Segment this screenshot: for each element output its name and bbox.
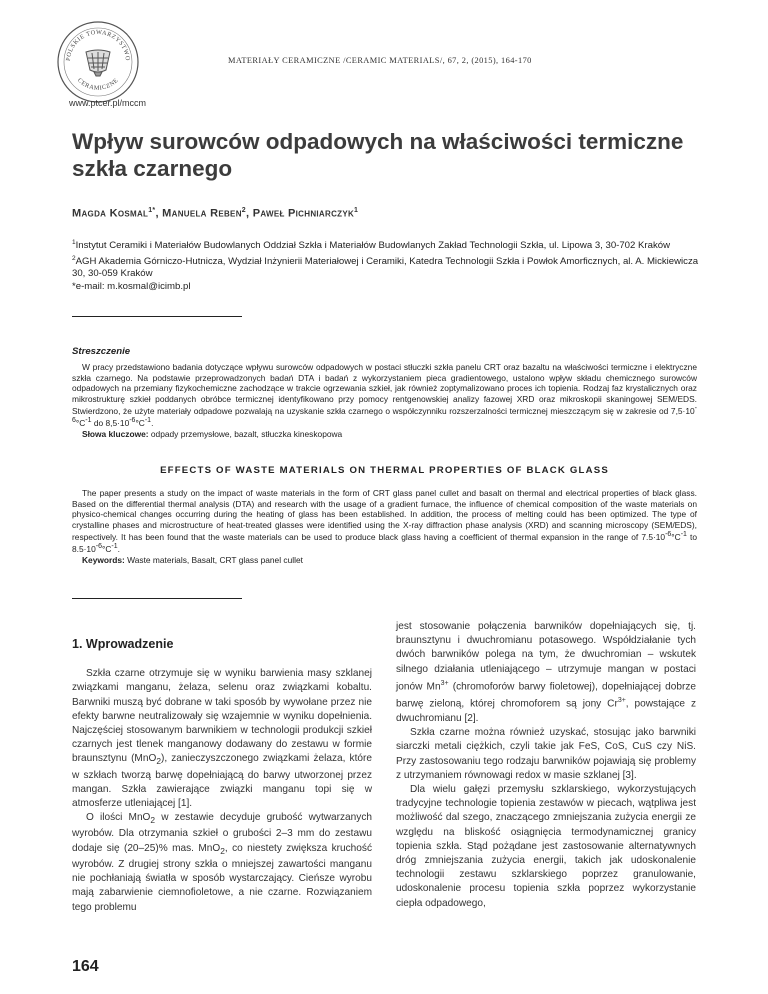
paragraph: Szkła czarne otrzymuje się w wyniku barwienia masy szklanej związkami manganu, żelaza, selenu oraz związkami kobaltu. Barwniki muszą być dobrane w taki sposób by wywołane przez nie efekty barwne neutralizowały się wzajemnie w wyniku dopełnienia. Najczęściej stosowanym barwnikiem w technologii produkcji szkieł czarnych jest tlenek manganowy dodawany do zestawu w formie braunsztynu (MnO$_2$), zanieczyszczonego związkami żelaza, które w szkłach tworzą barwę dopełniającą do barwy utworzonej przez mangan. Szkła zawierające związki manganu topi się w atmosferze utleniającej [1].: [72, 668, 372, 810]
divider: [72, 316, 242, 317]
column-left: [72, 637, 372, 915]
section-heading: 1. Wprowadzenie: [72, 637, 174, 651]
abstract-polish: [72, 362, 697, 439]
abstract-text: W pracy przedstawiono badania dotyczące wpływu surowców odpadowych w postaci stłuczki szkła panelu CRT oraz bazaltu na właściwości termiczne i elektryczne szkła czarnego. Na podstawie przeprowadzonych badań DTA i badań z wykorzystaniem pieca gradientowego, ustalono wpływ składu chemicznego surowców odpadowych na przemiany fizykochemiczne zachodzące w trakcie ogrzewania szkieł, jak również zoptymalizowano proces ich topienia. Rodzaj faz krystalicznych oraz mikrostrukturę szkieł poddanych obróbce termicznej identyfikowano przy pomocy rentgenowskiej analizy fazowej XRD oraz mikroskopii skaningowej SEM/EDS. Stwierdzono, że użyte materiały odpadowe pozwalają na uzyskanie szkła czarnego o współczynniku rozszerzalności termicznej mieszczącym się w zakresie od $7,5\cdot 10^{-6}^\circ C^{-1}$ do $8,5\cdot 10^{-6}^\circ C^{-1}$.: [72, 362, 697, 429]
article-title: Wpływ surowców odpadowych na właściwości termiczne szkła czarnego: [72, 129, 684, 181]
logo-text-top: POLSKIE TOWARZYSTWO: [64, 28, 132, 62]
svg-text:CERAMICZNE: [76, 77, 120, 92]
column-right: [396, 620, 696, 911]
abstract-text-english: The paper presents a study on the impact of waste materials in the form of CRT glass panel cullet and basalt on thermal and electrical properties of black glass. Based on the differential thermal analysis (DTA) and research with the usage of a gradient furnace, the influence of chemical composition of the waste materials on physico-chemical changes occurring during the heating of glass has been established. In addition, the process of melting could has been optimized. The type of crystalline phases and microstructure of heat-treated glasses were identified using the X-ray diffraction phase analysis (XRD) and scanning microscopy (SEM/EDS), respectively. It has been found that the waste materials can be used to produce black glass having a coefficient of thermal expansion in the range of $7.5\cdot 10^{-6}^\circ C^{-1}$ to $8.5\cdot 10^{-6}^\circ C^{-1}$.: [72, 488, 697, 555]
society-logo: [56, 20, 140, 104]
corresponding-email[interactable]: *e-mail: m.kosmal@icimb.pl: [72, 280, 191, 292]
paragraph: jest stosowanie połączenia barwników dopełniających się, tj. braunsztynu i dwuchromianu potasowego. Współdziałanie tych dwóch barwników polega na tym, że dwuchromian – wskutek silnego działania utleniającego – utrzymuje mangan w postaci jonów $Mn^{3+}$ (chromoforów barwy fioletowej), dopełniającej dobrze barwę zieloną, której chromoforem są jony $Cr^{3+}$, powstające z dwuchromianu [2].: [396, 621, 697, 724]
paragraph: Dla wielu gałęzi przemysłu szklarskiego, wykorzystujących tradycyjne technologie topienia zestawów w piecach, wątpliwa jest możliwość dal szego, znaczącego zmniejszania zużycia energii ze względu na bliskość osiągnięcia termodynamicznej granicy topienia szkła. Stąd pożądane jest zastosowanie alternatywnych dróg zmniejszania zużycia energii, takich jak udoskonalenie technologii zestawu szklarskiego poprzez granulowanie, udoskonalenie procesu topienia szkła poprzez wykorzystanie ciepła odpadowego,: [396, 783, 696, 909]
journal-citation: MATERIAŁY CERAMICZNE /CERAMIC MATERIALS/, 67, 2, (2015), 164-170: [228, 56, 532, 65]
abstract-heading: Streszczenie: [72, 346, 131, 357]
affiliation-1: $^1$Instytut Ceramiki i Materiałów Budowlanych Oddział Szkła i Materiałów Budowlanych Zakład Technologii Szkła, ul. Lipowa 3, 30-702 Kraków: [72, 239, 671, 252]
logo-text-bottom: CERAMICZNE: [76, 76, 120, 92]
paragraph: Szkła czarne można również uzyskać, stosując jako barwniki siarczki metali ciężkich, czyli takie jak FeS, CoS, CuS czy NiS. Przy zastosowaniu tego rodzaju barwników pojawiają się problemy z utrzymaniem równowagi redox w masie szklanej [3].: [396, 727, 696, 781]
divider: [72, 598, 242, 599]
paragraph: O ilości MnO$_2$ w zestawie decyduje grubość wytwarzanych wyrobów. Dla otrzymania szkieł o grubości 2–3 mm do zestawu dodaje się (20–25)% mas. MnO$_2$, co niestety zwiększa kruchość wyrobów. Z drugiej strony szkła o mniejszej zawartości manganu nie pochłaniają światła w sposób wystarczający. Cieńsze wyrobu mają zabarwienie ciemnofioletowe, a nie czarne. Rozwiązaniem tego problemu: [72, 812, 372, 913]
affiliation-2: $^2$AGH Akademia Górniczo-Hutnicza, Wydział Inżynierii Materiałowej i Ceramiki, Katedra Technologii Szkła i Powłok Amorficznych, al. A. Mickiewicza 30, 30-059 Kraków: [72, 254, 699, 280]
affiliations: [72, 237, 712, 293]
abstract-english: [72, 488, 697, 565]
keywords-english: Keywords: Waste materials, Basalt, CRT glass panel cullet: [82, 554, 303, 565]
keywords-polish: Słowa kluczowe: odpady przemysłowe, bazalt, stłuczka kineskopowa: [82, 428, 343, 439]
page-number: 164: [72, 958, 99, 975]
vase-icon: [86, 50, 110, 76]
author-list: Magda Kosmal$^{1*}$, Manuela Reben$^2$, Paweł Pichniarczyk$^1$: [72, 207, 359, 220]
journal-url[interactable]: www.ptcer.pl/mccm: [69, 98, 147, 108]
english-title: EFFECTS OF WASTE MATERIALS ON THERMAL PROPERTIES OF BLACK GLASS: [160, 465, 609, 476]
